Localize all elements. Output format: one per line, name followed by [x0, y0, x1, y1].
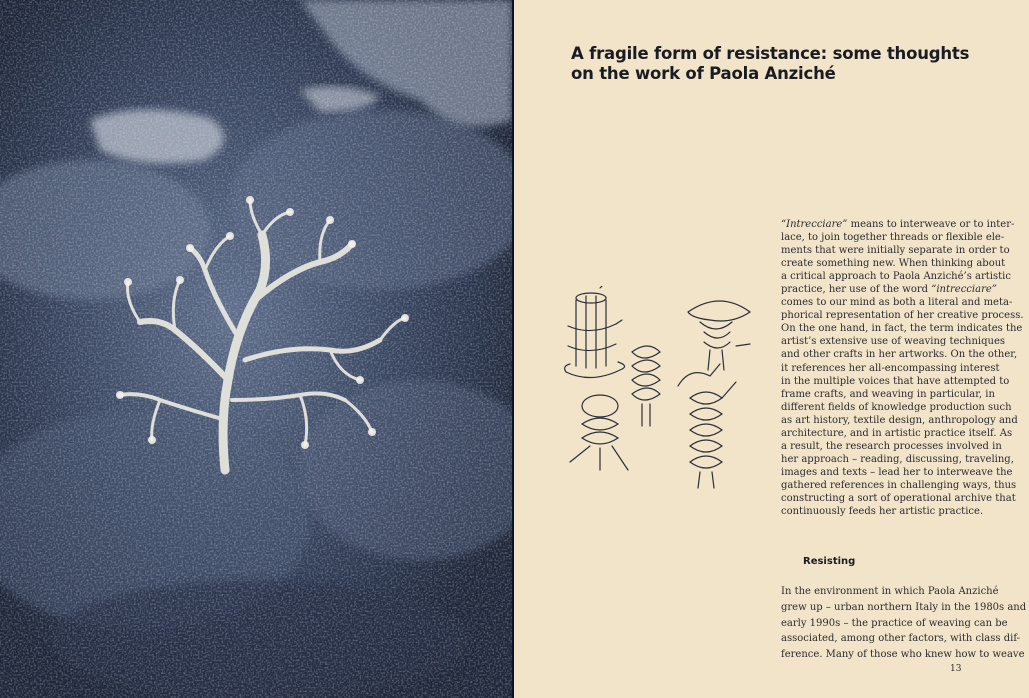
- text-segment: practice, her use of the word: [781, 284, 932, 296]
- text-line: create something new. When thinking about: [781, 258, 1006, 270]
- text-line: a result, the research processes involved in: [781, 440, 1002, 452]
- text-line: [781, 283, 1011, 296]
- text-segment: means to interweave or to inter-: [847, 219, 1015, 230]
- title-line: on the work of Paola Anziché: [571, 64, 836, 83]
- text-line: and other crafts in her artworks. On the other,: [781, 349, 1018, 361]
- text-line: architecture, and in artistic practice itself. As: [781, 427, 1013, 439]
- text-line: ference. Many of those who knew how to weave: [781, 649, 1025, 661]
- text-line: In the environment in which Paola Anziché: [781, 586, 999, 597]
- text-line: in the multiple voices that have attempted to: [781, 375, 1010, 387]
- text-line: images and texts – lead her to interweave the: [781, 466, 1013, 478]
- text-line: comes to our mind as both a literal and meta-: [781, 297, 1013, 309]
- text-line: grew up – urban northern Italy in the 1980s and: [781, 601, 1027, 613]
- section-paragraph: [781, 584, 1027, 663]
- text-line: gathered references in challenging ways, thus: [781, 479, 1017, 491]
- intrecciare-term: “Intrecciare”: [781, 219, 848, 230]
- intro-paragraph: [781, 218, 1024, 518]
- article-title: [571, 44, 991, 84]
- text-line: [781, 218, 1015, 231]
- title-line: A fragile form of resistance: some thoughts: [571, 44, 970, 63]
- intrecciare-term: “intrecciare”: [931, 284, 997, 296]
- text-line: a critical approach to Paola Anziché’s artistic: [781, 271, 1011, 283]
- text-line: associated, among other factors, with class dif-: [781, 633, 1021, 645]
- text-page: [514, 0, 1029, 698]
- text-line: On the one hand, in fact, the term indicates the: [781, 323, 1023, 335]
- text-line: different fields of knowledge production such: [781, 401, 1012, 413]
- knot-illustration: [560, 286, 764, 490]
- text-line: her approach – reading, discussing, traveling,: [781, 453, 1014, 465]
- text-line: artist’s extensive use of weaving techniques: [781, 336, 1005, 348]
- text-line: ments that were initially separate in order to: [781, 245, 1010, 257]
- text-line: frame crafts, and weaving in particular, in: [781, 388, 995, 400]
- section-heading: Resisting: [803, 556, 856, 567]
- text-line: early 1990s – the practice of weaving can be: [781, 617, 1008, 629]
- lichen-photo: [0, 0, 512, 698]
- text-line: continuously feeds her artistic practice.: [781, 506, 984, 518]
- text-line: phorical representation of her creative process.: [781, 310, 1024, 322]
- page-number: 13: [950, 664, 962, 674]
- text-line: constructing a sort of operational archive that: [781, 492, 1016, 504]
- text-line: as art history, textile design, anthropology and: [781, 414, 1018, 426]
- text-line: lace, to join together threads or flexible ele-: [781, 232, 1005, 244]
- text-line: it references her all-encompassing interest: [781, 362, 1000, 374]
